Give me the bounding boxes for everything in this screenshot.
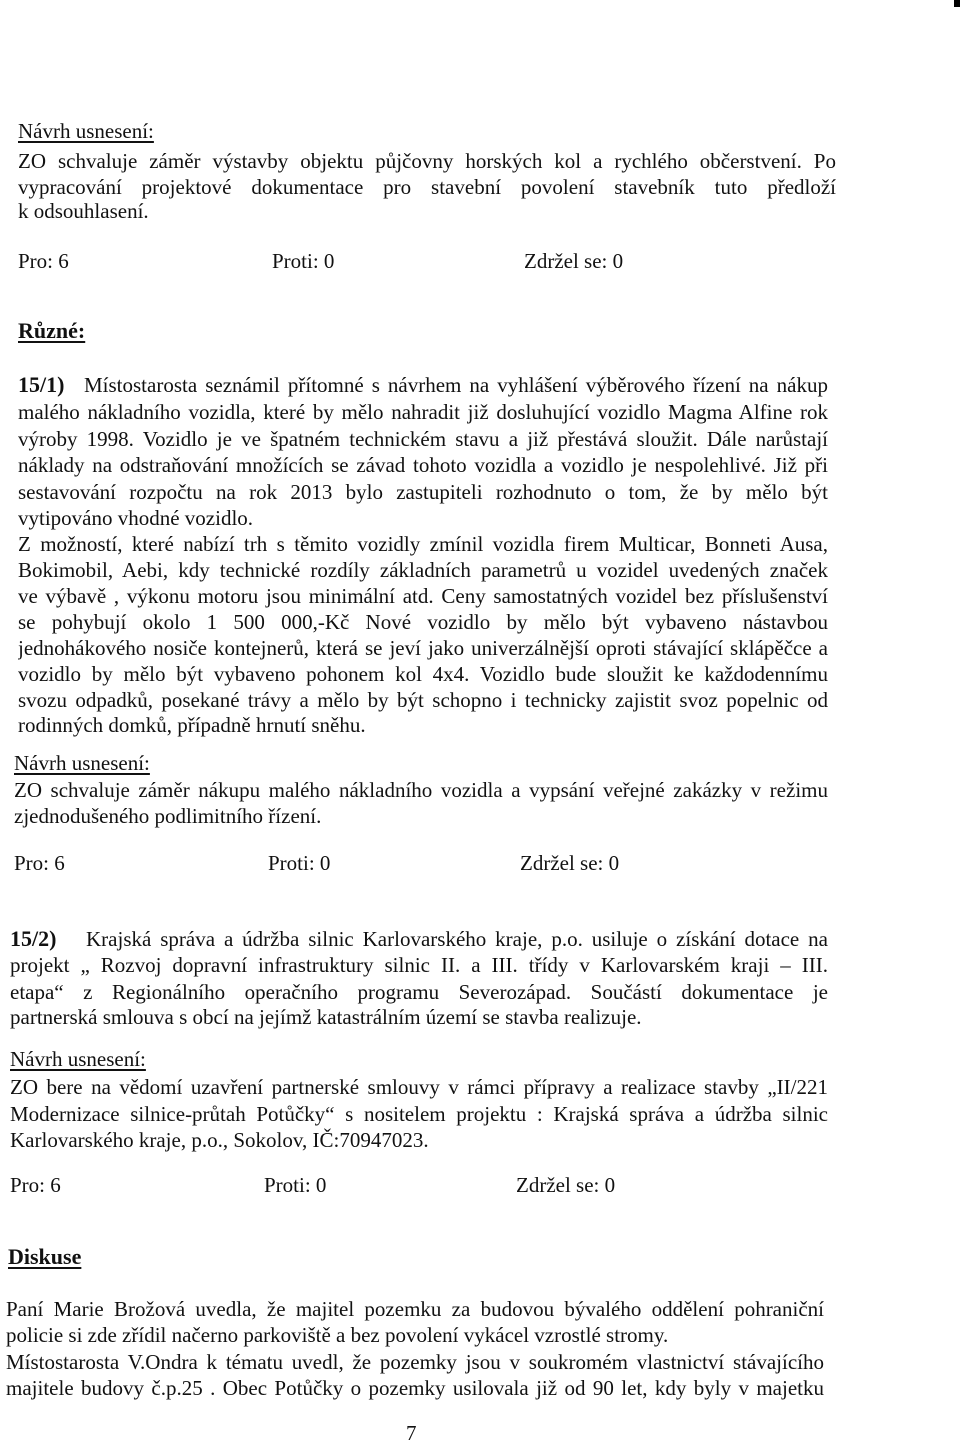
vote-zdrzel: Zdržel se: 0: [524, 249, 624, 273]
item-line: svozu odpadků, posekané trávy a mělo by být schopno i technicky zajistit svoz popelnic od: [18, 688, 828, 712]
item-line: projekt „ Rozvoj dopravní infrastruktury silnic II. a III. třídy v Karlovarském kraji – III.: [10, 953, 828, 977]
resolution-heading: Návrh usnesení:: [10, 1047, 146, 1071]
resolution-line: Karlovarského kraje, p.o., Sokolov, IČ:70947023.: [10, 1128, 429, 1152]
vote-proti: Proti: 0: [272, 249, 335, 273]
discussion-line: Místostarosta V.Ondra k tématu uvedl, že pozemky jsou v soukromém vlastnictví stávajícího: [6, 1350, 824, 1374]
discussion-line: Paní Marie Brožová uvedla, že majitel pozemku za budovou bývalého oddělení pohraniční: [6, 1297, 824, 1321]
resolution-line: ZO schvaluje záměr nákupu malého nákladního vozidla a vypsání veřejné zakázky v režimu: [14, 778, 828, 802]
discussion-line: majitele budovy č.p.25 . Obec Potůčky o pozemky usilovala již od 90 let, kdy byly v majetku: [6, 1376, 824, 1400]
vote-pro: Pro: 6: [18, 249, 69, 273]
section-heading-diskuse: Diskuse: [8, 1244, 82, 1269]
item-line: vozidlo by mělo být vybaveno pohonem kol 4x4. Vozidlo bude sloužit ke každodennímu: [18, 662, 828, 686]
item-line: Místostarosta seznámil přítomné s návrhem na vyhlášení výběrového řízení na nákup: [84, 373, 828, 397]
item-line: náklady na odstraňování množících se závad tohoto vozidla a vozidlo je nespolehlivé. Již při: [18, 453, 828, 477]
resolution-heading: Návrh usnesení:: [14, 751, 150, 775]
vote-proti: Proti: 0: [268, 851, 331, 875]
item-line: Krajská správa a údržba silnic Karlovarského kraje, p.o. usiluje o získání dotace na: [86, 927, 828, 951]
vote-zdrzel: Zdržel se: 0: [516, 1173, 616, 1197]
item-line: ve výbavě , výkonu motoru jsou minimální atd. Ceny samostatných vozidel bez příslušenství: [18, 584, 828, 608]
item-line: etapa“ z Regionálního operačního programu Severozápad. Součástí dokumentace je: [10, 980, 828, 1004]
item-line: jednohákového nosiče kontejnerů, která se jeví jako univerzálnější oproti stávající sklápěčce a: [18, 636, 828, 660]
resolution-line: k odsouhlasení.: [18, 199, 149, 223]
item-line: vytipováno vhodné vozidlo.: [18, 506, 254, 530]
item-line: rodinných domků, případně hrnutí sněhu.: [18, 713, 366, 737]
item-line: partnerská smlouva s obcí na jejímž katastrálním území se stavba realizuje.: [10, 1005, 642, 1029]
vote-proti: Proti: 0: [264, 1173, 327, 1197]
vote-pro: Pro: 6: [14, 851, 65, 875]
item-number: 15/1): [18, 372, 65, 397]
resolution-line: vypracování projektové dokumentace pro stavební povolení stavebník tuto předloží: [18, 175, 836, 199]
item-line: sestavování rozpočtu na rok 2013 bylo zastupiteli rozhodnuto o tom, že by mělo být: [18, 480, 828, 504]
resolution-line: ZO bere na vědomí uzavření partnerské smlouvy v rámci přípravy a realizace stavby „II/221: [10, 1075, 828, 1099]
resolution-line: Modernizace silnice-průtah Potůčky“ s nositelem projektu : Krajská správa a údržba silnic: [10, 1102, 828, 1126]
resolution-line: ZO schvaluje záměr výstavby objektu půjčovny horských kol a rychlého občerstvení. Po: [18, 149, 836, 173]
discussion-line: policie si zde zřídil načerno parkoviště a bez povolení vykácel vzrostlé stromy.: [6, 1323, 669, 1347]
item-line: malého nákladního vozidla, které by mělo nahradit již dosluhující vozidlo Magma Alfine rok: [18, 400, 828, 424]
vote-pro: Pro: 6: [10, 1173, 61, 1197]
vote-zdrzel: Zdržel se: 0: [520, 851, 620, 875]
item-line: se pohybují okolo 1 500 000,-Kč Nové vozidlo by mělo být vybaveno nástavbou: [18, 610, 828, 634]
item-line: Bokimobil, Aebi, kdy technické rozdíly základních parametrů u vozidel uvedených značek: [18, 558, 828, 582]
item-number: 15/2): [10, 926, 57, 951]
resolution-line: zjednodušeného podlimitního řízení.: [14, 804, 322, 828]
resolution-heading: Návrh usnesení:: [18, 119, 154, 143]
page-number: 7: [406, 1421, 417, 1445]
section-heading-ruzne: Různé:: [18, 318, 86, 343]
item-line: Z možností, které nabízí trh s těmito vozidly zmínil vozidla firem Multicar, Bonneti Ausa,: [18, 532, 828, 556]
item-line: výroby 1998. Vozidlo je ve špatném technickém stavu a již přestává sloužit. Dále narůstají: [18, 427, 828, 451]
